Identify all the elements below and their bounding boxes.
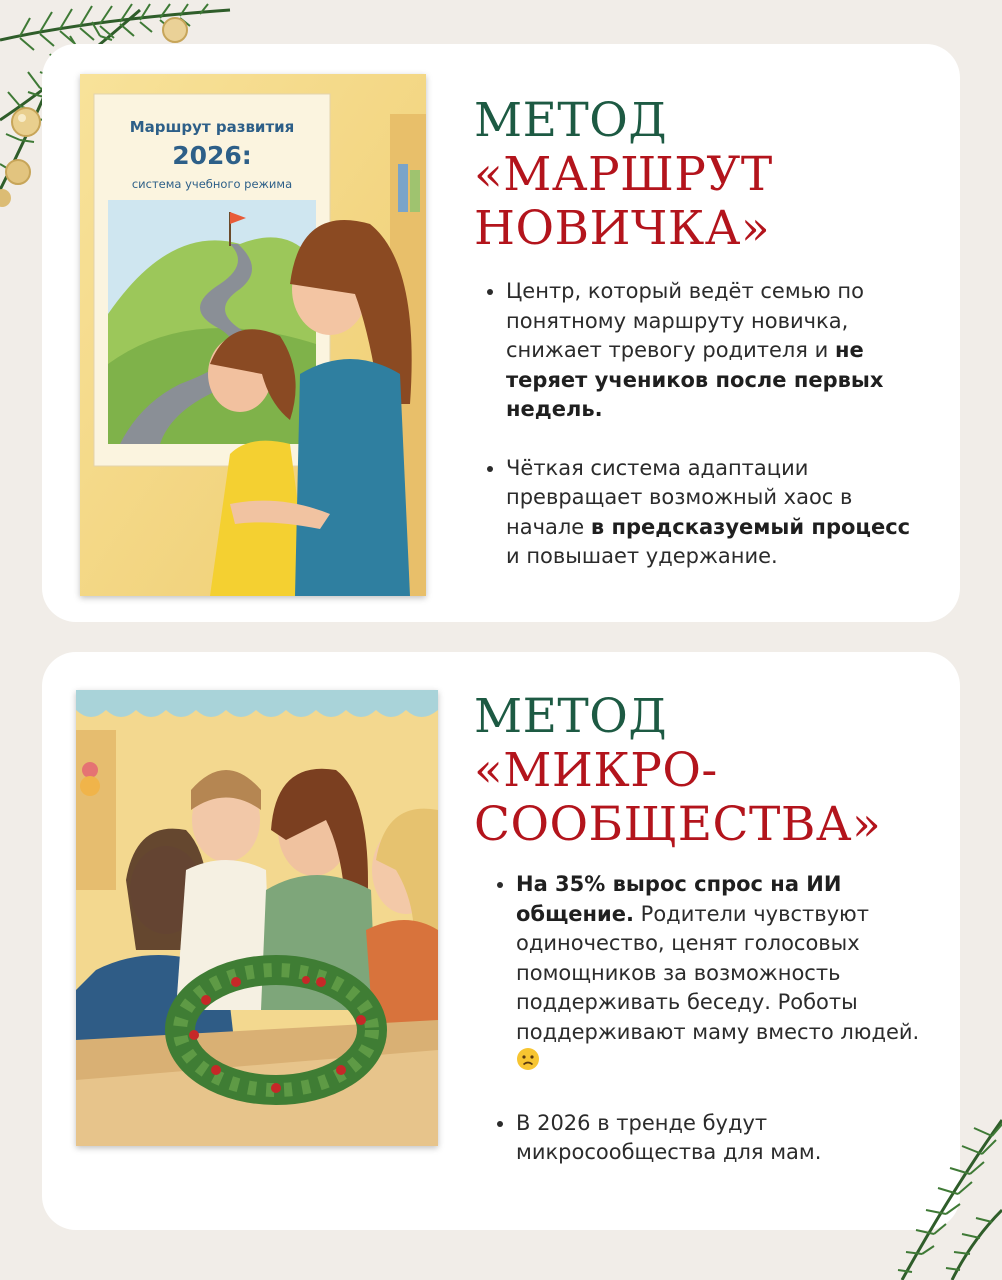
card-micro-communities [42,652,960,1230]
sad-face-emoji-icon [516,1047,540,1080]
bullet-text: Чёткая система адаптации превращает возможный хаос в начале [506,455,853,539]
illustration-mother-child-poster [80,74,426,596]
section-title-beginner-route [474,94,914,256]
bullet-item [506,277,926,425]
bullet-bold-text: На 35% вырос спрос на ИИ общение. [516,872,842,926]
title-method-label: МЕТОД [474,93,668,148]
poster-year: 2026: [172,141,252,170]
poster-title: Маршрут развития [129,118,295,136]
title-method-name: «МАРШРУТ НОВИЧКА» [474,147,773,256]
illustration-women-making-wreath [76,690,438,1146]
poster-subtitle: система учебного режима [131,177,293,191]
bullet-bold-text: не теряет учеников после первых недель. [506,338,884,421]
title-method-name: «МИКРО- СООБЩЕСТВА» [474,743,882,852]
section-title-micro-communities [474,690,934,852]
bullet-text-end: Родители чувствуют одиночество, ценят голосовых помощников за возможность поддерживать беседу. Роботы поддерживают маму вместо людей. [516,901,920,1044]
bullet-item [506,454,926,572]
bullet-text: Центр, который ведёт семью по понятному маршруту новичка, снижает тревогу родителя и [506,279,864,362]
card-beginner-route [42,44,960,622]
bullet-bold-text: в предсказуемый процесс [590,514,911,539]
bullet-item [516,870,936,1080]
title-method-label: МЕТОД [474,689,668,744]
pine-branch-bottom-right-decoration [862,1100,1002,1280]
bullet-list-beginner-route [480,277,926,601]
bullet-text-end: и повышает удержание. [506,544,778,568]
bullet-text: В 2026 в тренде будут микросообщества для мам. [516,1110,822,1164]
